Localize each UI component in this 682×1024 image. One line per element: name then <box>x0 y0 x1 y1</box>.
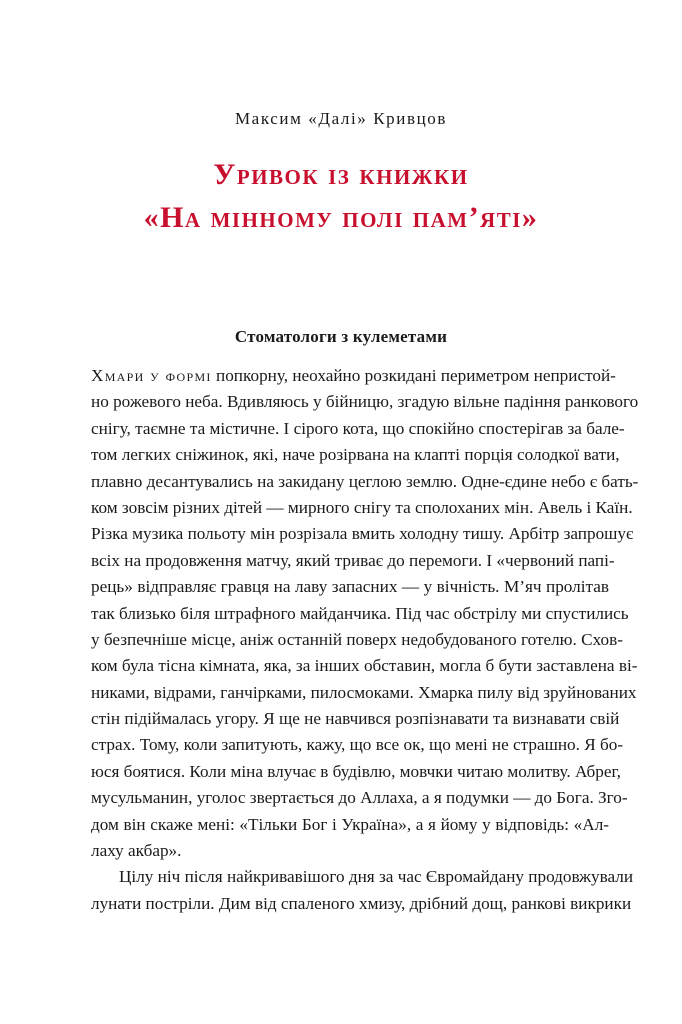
paragraph-line: Хмари у формі попкорну, неохайно розкидані периметром непристой- <box>91 366 616 385</box>
paragraph-line: юся боятися. Коли міна влучає в будівлю, мовчки читаю молитву. Абрег, <box>91 761 621 781</box>
paragraph-line: плавно десантувались на закидану цеглою землю. Одне-єдине небо є бать- <box>91 471 639 491</box>
paragraph-line: ком була тісна кімната, яка, за інших обставин, могла б бути заставлена ві- <box>91 656 638 676</box>
paragraph-line: дом він скаже мені: «Тільки Бог і Україна», а я йому у відповідь: «Ал- <box>91 814 609 834</box>
paragraph-line: страх. Тому, коли запитують, кажу, що все ок, що мені не страшно. Я бо- <box>91 735 624 755</box>
paragraph-line: но рожевого неба. Вдивляюсь у бійницю, згадую вільне падіння ранкового <box>91 392 639 412</box>
paragraph-line: всіх на продовження матчу, який триває до перемоги. І «червоний папі- <box>91 550 615 570</box>
paragraph-line: так близько біля штрафного майданчика. Під час обстрілу ми спустились <box>91 603 629 623</box>
paragraph-line: Цілу ніч після найкривавішого дня за час Євромайдану продовжували <box>119 867 634 887</box>
drop-lead: Хмари у формі <box>91 366 212 385</box>
page-title <box>0 153 682 239</box>
author-name: Максим «Далі» Кривцов <box>234 109 448 128</box>
paragraph-line: лунати постріли. Дим від спаленого хмизу, дрібний дощ, ранкові викрики <box>91 893 632 913</box>
paragraph-line: снігу, таємне та містичне. І сірого кота, що спокійно спостерігав за балe- <box>91 418 625 438</box>
paragraph-line: лаху акбар». <box>91 841 182 861</box>
paragraph-line: том легких сніжинок, які, наче розірвана на клапті порція солодкої вати, <box>91 445 620 465</box>
body-text <box>91 363 639 917</box>
paragraph-line: никами, відрами, ганчірками, пилосмоками. Хмарка пилу від зруйнованих <box>91 682 637 702</box>
paragraph-line: стін підіймалась угору. Я ще не навчився розпізнавати та визнавати свій <box>91 709 620 729</box>
title-line-1: Уривок із книжки <box>213 158 469 191</box>
section-heading: Стоматологи з кулеметами <box>234 327 448 346</box>
paragraph-line: у безпечніше місце, аніж останній поверх недобудованого готелю. Схов- <box>91 629 623 649</box>
paragraph-line: Різка музика польоту мін розрізала вмить холодну тишу. Арбітр запрошує <box>91 524 634 544</box>
paragraph-line: мусульманин, уголос звертається до Аллаха, а я подумки — до Бога. Зго- <box>91 788 628 808</box>
paragraph-line: ком зовсім різних дітей — мирного снігу та сполоханих мін. Авель і Каїн. <box>91 497 633 517</box>
title-line-2: «На мінному полі пам’яті» <box>143 201 539 234</box>
paragraph-line: рець» відправляє гравця на лаву запасних — у вічність. М’яч пролітав <box>91 577 609 597</box>
